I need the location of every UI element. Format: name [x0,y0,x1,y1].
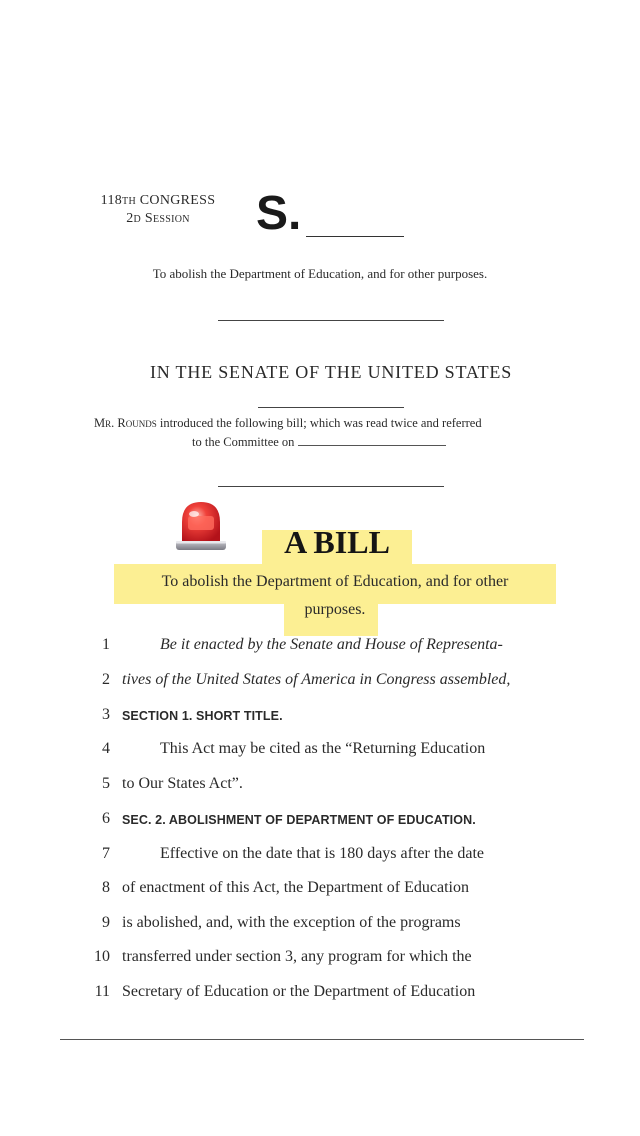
section-heading: SECTION 1. SHORT TITLE. [122,709,283,723]
introduction-text [94,414,568,452]
line-number: 6 [102,810,110,827]
line-number: 8 [102,879,110,896]
bill-line-text: This Act may be cited as the “Returning Education [160,740,486,757]
congress-header [88,192,228,228]
bill-purpose [114,568,556,624]
police-siren-light-icon [172,498,230,554]
bill-line-text: Effective on the date that is 180 days after the date [160,845,485,862]
line-number: 9 [102,914,110,931]
line-number: 7 [102,845,110,862]
introduction-line-1 [94,414,568,433]
divider [258,407,404,408]
line-number: 11 [94,983,110,1000]
sponsor-name: Mr. Rounds [94,416,157,430]
congress-label: 118th CONGRESS [100,193,216,208]
introduction-line-2 [94,433,568,452]
bill-line-text: is abolished, and, with the exception of the programs [122,914,461,931]
divider [218,486,444,487]
bill-line-text: Secretary of Education or the Department of Education [122,983,476,1000]
line-number: 1 [102,636,110,653]
purpose-summary: To abolish the Department of Education, and for other purposes. [152,266,488,281]
line-number: 3 [102,706,110,723]
bill-line-text: transferred under section 3, any program for which the [122,948,472,965]
divider [218,320,444,321]
section-heading: SEC. 2. ABOLISHMENT OF DEPARTMENT OF EDUCATION. [122,813,476,827]
bill-line-text: tives of the United States of America in Congress assembled, [122,671,511,688]
line-number: 5 [102,775,110,792]
committee-label: to the Committee on [192,435,295,449]
session-label: 2d Session [126,211,190,226]
bill-title: A BILL [284,524,390,560]
bill-number-blank [306,236,404,237]
line-number: 4 [102,740,110,757]
bill-purpose-line-2: purposes. [304,601,366,618]
bill-purpose-line-1: To abolish the Department of Education, and for other [161,573,509,590]
page-bottom-rule [60,1039,584,1040]
committee-blank [298,437,446,446]
line-number: 2 [102,671,110,688]
introduction-line-1-rest: introduced the following bill; which was read twice and referred [159,416,482,430]
line-number: 10 [94,948,110,965]
senate-heading: IN THE SENATE OF THE UNITED STATES [149,362,513,382]
bill-line-text: to Our States Act”. [122,775,243,792]
bill-line-text: of enactment of this Act, the Department of Education [122,879,469,896]
bill-number: S. [256,187,302,240]
bill-line-text: Be it enacted by the Senate and House of Representa- [160,636,503,653]
